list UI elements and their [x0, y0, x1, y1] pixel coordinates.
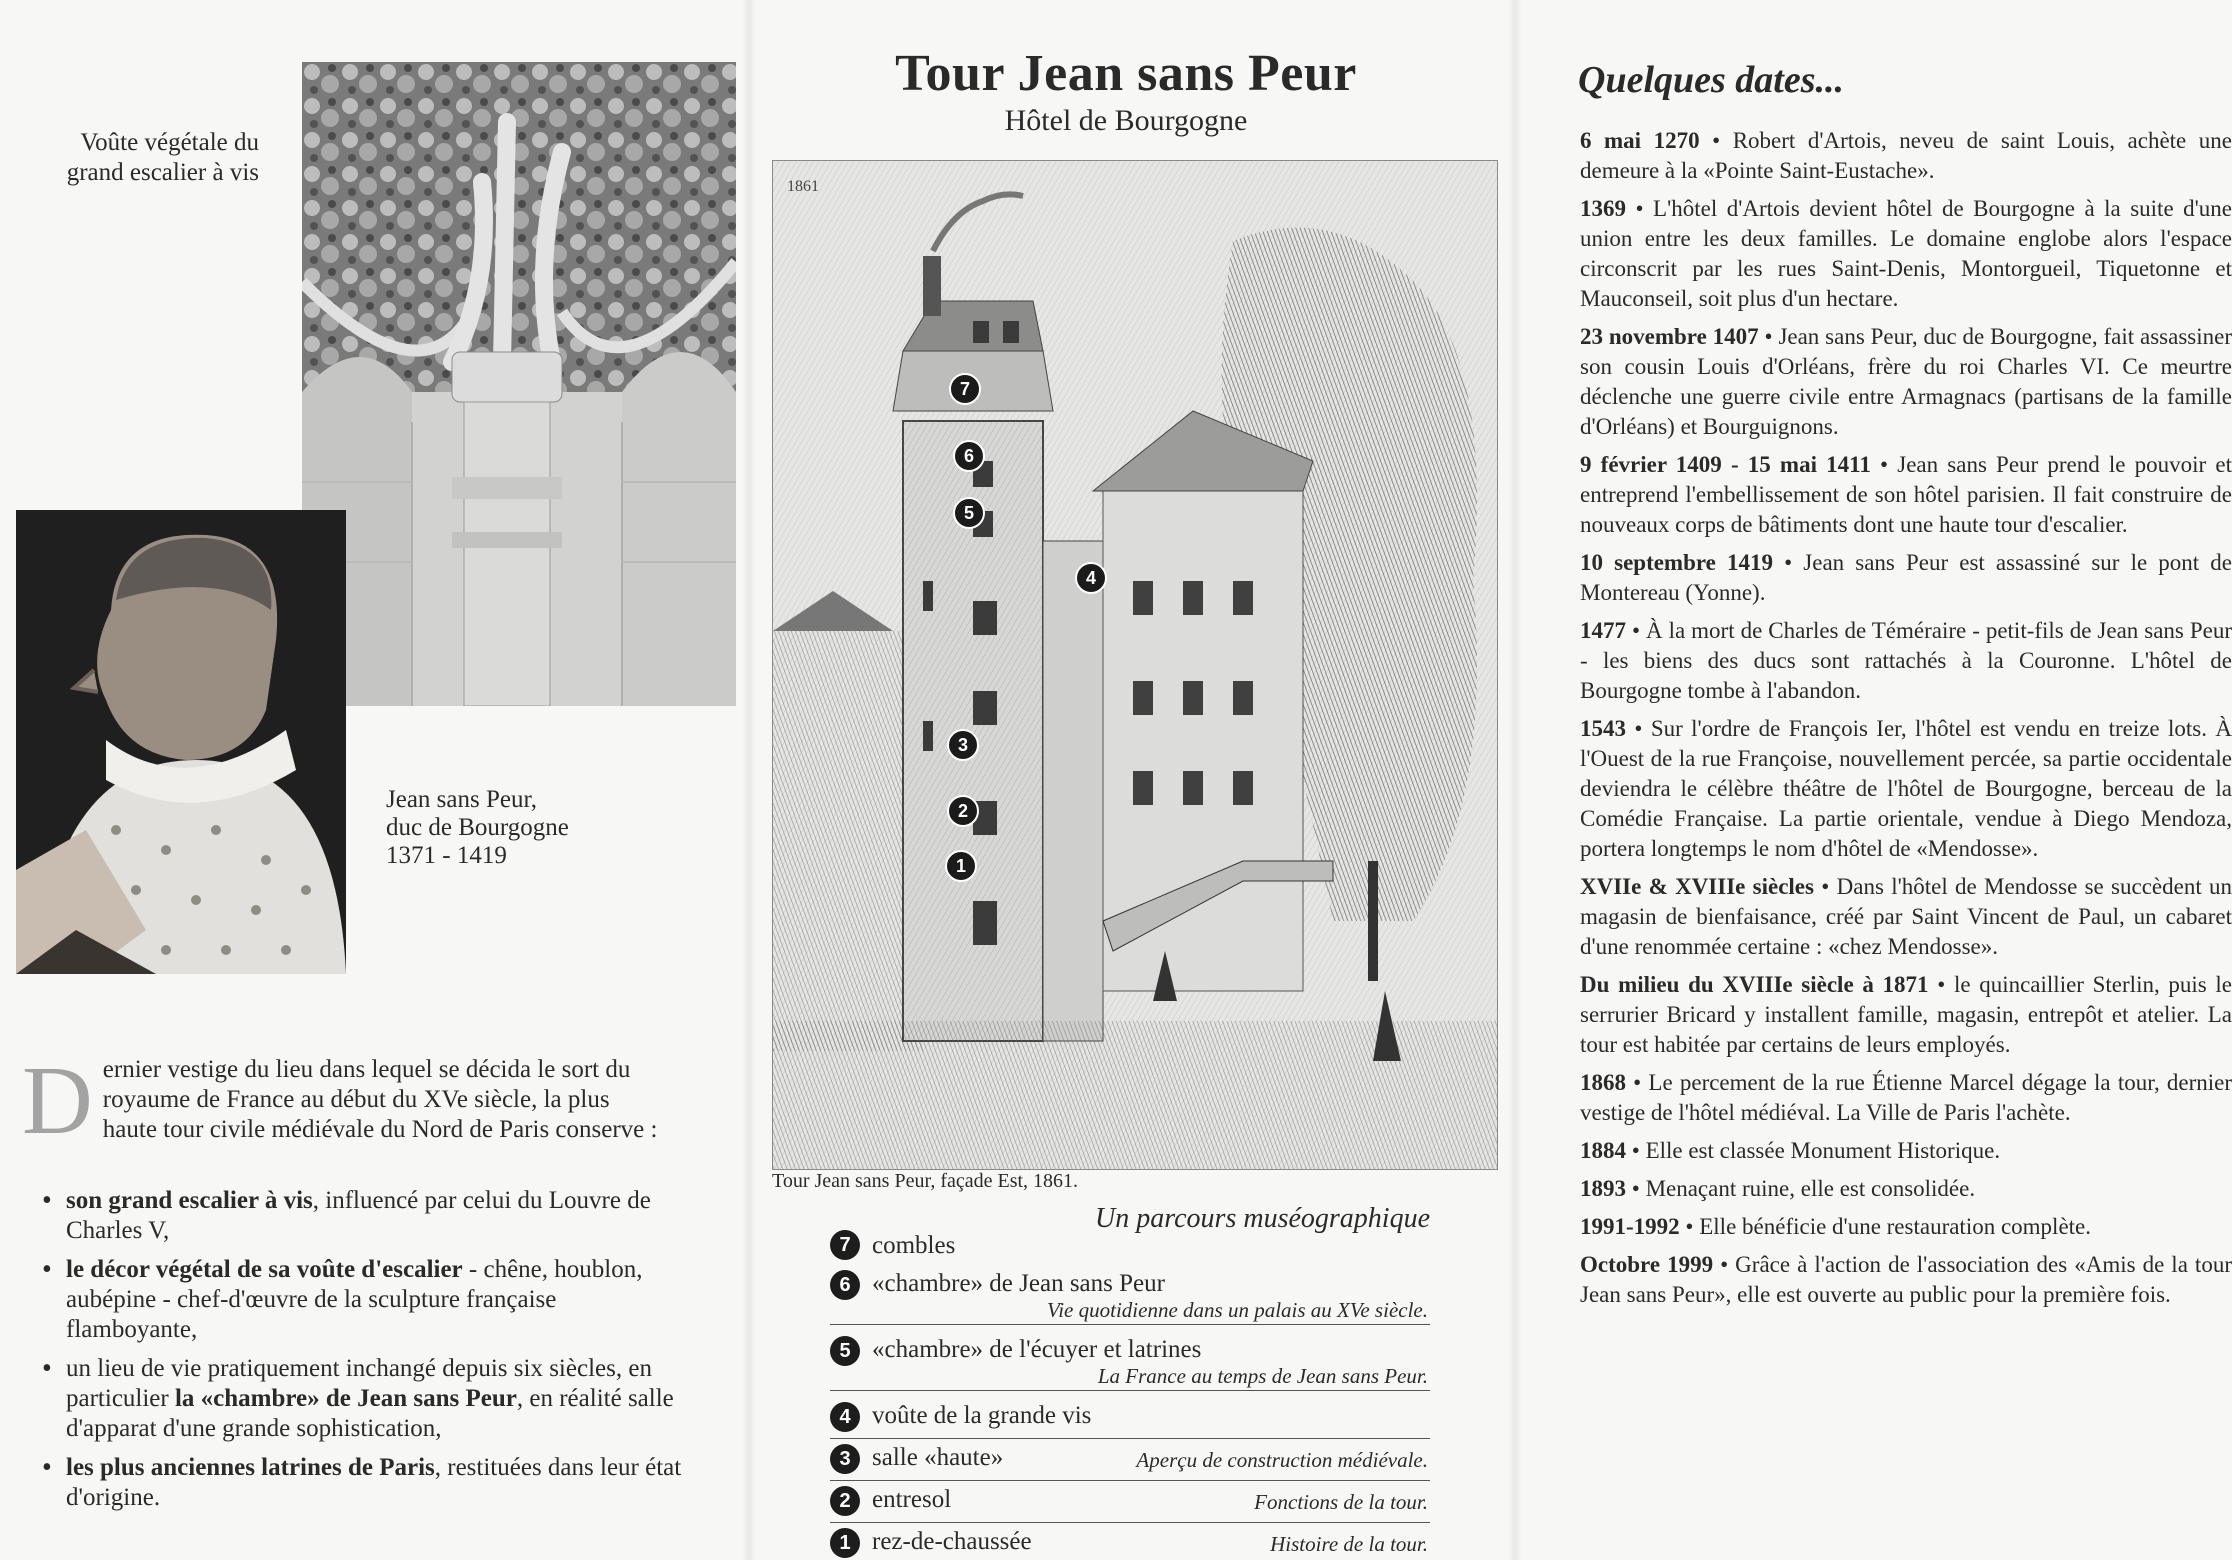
legend-label: entresol — [872, 1486, 952, 1513]
timeline-entry: XVIIe & XVIIIe siècles • Dans l'hôtel de Mendosse se succèdent un magasin de bienfaisance, créé par Saint Vincent de Paul, un cabaret d'une renommée certaine : «chez Mendosse». — [1580, 874, 2232, 959]
engraving-year: 1861 — [787, 178, 819, 195]
marker-5: 5 — [963, 503, 975, 523]
portrait-caption: Jean sans Peur, duc de Bourgogne 1371 - 1419 — [386, 786, 569, 869]
page-title: Tour Jean sans Peur — [895, 45, 1357, 102]
legend-number: 5 — [830, 1336, 860, 1366]
drop-cap: D — [22, 1047, 93, 1155]
list-item: • son grand escalier à vis, influencé par celui du Louvre de Charles V, — [42, 1186, 682, 1246]
portrait-illustration — [16, 510, 346, 974]
legend-number: 7 — [830, 1230, 860, 1260]
marker-1: 1 — [955, 856, 967, 876]
legend-row-4 — [830, 1400, 1430, 1439]
legend-subtitle: Histoire de la tour. — [1270, 1532, 1428, 1556]
intro-text: ernier vestige du lieu dans lequel se décida le sort du royaume de France au début du XVe siècle, la plus haute tour civile médiévale du Nord de Paris conserve : — [102, 1056, 658, 1143]
legend-label: salle «haute» — [872, 1444, 1004, 1471]
timeline-entry: 1369 • L'hôtel d'Artois devient hôtel de Bourgogne à la suite d'une union entre les deux familles. Le domaine englobe alors l'espace circonscrit par les rues Saint-Denis, Montorgueil, Tiquetonne et Mauconseil, soit plus d'un hectare. — [1580, 196, 2232, 311]
list-item: • les plus anciennes latrines de Paris, restituées dans leur état d'origine. — [42, 1453, 682, 1513]
timeline-entry: 1868 • Le percement de la rue Étienne Marcel dégage la tour, dernier vestige de l'hôtel médiéval. La Ville de Paris l'achète. — [1580, 1070, 2232, 1125]
legend-row-3 — [830, 1442, 1430, 1481]
tower-illustration — [773, 161, 1497, 1169]
legend-subtitle: Vie quotidienne dans un palais au XVe siècle. — [1046, 1298, 1428, 1322]
marker-6: 6 — [963, 446, 975, 466]
legend-label: combles — [872, 1232, 956, 1259]
timeline-entry: 1991-1992 • Elle bénéficie d'une restauration complète. — [1580, 1214, 2092, 1239]
dates-title: Quelques dates... — [1578, 59, 1844, 101]
list-item: • un lieu de vie pratiquement inchangé depuis six siècles, en particulier la «chambre» de Jean sans Peur, en réalité salle d'apparat d'une grande sophistication, — [42, 1354, 682, 1444]
list-item: • le décor végétal de sa voûte d'escalier - chêne, houblon, aubépine - chef-d'œuvre de la sculpture française flamboyante, — [42, 1255, 682, 1345]
legend-row-7 — [830, 1228, 1430, 1264]
tower-engraving — [772, 160, 1498, 1170]
engraving-caption: Tour Jean sans Peur, façade Est, 1861. — [772, 1170, 1079, 1192]
legend-number: 2 — [830, 1486, 860, 1516]
legend-subtitle: Aperçu de construction médiévale. — [1136, 1448, 1428, 1472]
legend-label: rez-de-chaussée — [872, 1528, 1032, 1555]
legend-label: «chambre» de l'écuyer et latrines — [872, 1336, 1202, 1363]
timeline-entry: 1893 • Menaçant ruine, elle est consolidée. — [1580, 1176, 1976, 1201]
timeline-entry: 1543 • Sur l'ordre de François Ier, l'hôtel est vendu en treize lots. À l'Ouest de la rue Françoise, nouvellement percée, sa partie occidentale deviendra le célèbre théâtre de l'hôtel de Bourgogne, berceau de la Comédie Française. La partie orientale, vendue à Diego Mendoza, portera longtemps le nom d'hôtel de «Mendosse». — [1580, 716, 2232, 861]
legend-row-6 — [830, 1268, 1430, 1325]
legend-subtitle: La France au temps de Jean sans Peur. — [1097, 1364, 1428, 1388]
vault-caption: Voûte végétale du grand escalier à vis — [66, 129, 259, 186]
legend-number: 1 — [830, 1528, 860, 1558]
timeline-entry: 1477 • À la mort de Charles de Téméraire - petit-fils de Jean sans Peur - les biens des ducs sont rattachés à la Couronne. L'hôtel de Bourgogne tombe à l'abandon. — [1580, 618, 2232, 703]
marker-2: 2 — [957, 801, 969, 821]
timeline-entry: Octobre 1999 • Grâce à l'action de l'association des «Amis de la tour Jean sans Peur», elle est ouverte au public pour la première fois. — [1580, 1252, 2232, 1307]
legend-row-5 — [830, 1334, 1430, 1391]
features-list — [42, 1186, 682, 1522]
legend-number: 3 — [830, 1444, 860, 1474]
intro-paragraph — [22, 1047, 662, 1155]
timeline-entry: 23 novembre 1407 • Jean sans Peur, duc de Bourgogne, fait assassiner son cousin Louis d'Orléans, frère du roi Charles VI. Ce meurtre déclenche une guerre civile entre Armagnacs (partisans de la famille d'Orléans) et Bourguignons. — [1580, 324, 2232, 439]
portrait-photo — [16, 510, 346, 974]
timeline-entry: 9 février 1409 - 15 mai 1411 • Jean sans Peur prend le pouvoir et entreprend l'embellissement de son hôtel parisien. Il fait construire de nouveaux corps de bâtiments dont une haute tour d'escalier. — [1580, 452, 2232, 537]
legend-number: 6 — [830, 1270, 860, 1300]
panel-fold-left — [742, 0, 756, 1560]
timeline-entry: Du milieu du XVIIIe siècle à 1871 • le quincaillier Sterlin, puis le serrurier Bricard y installent famille, magasin, entrepôt et atelier. La tour est habitée par certains de leurs employés. — [1580, 972, 2232, 1057]
panel-fold-right — [1508, 0, 1522, 1560]
legend-label: «chambre» de Jean sans Peur — [872, 1270, 1165, 1297]
parcours-title: Un parcours muséographique — [1095, 1203, 1430, 1234]
legend-number: 4 — [830, 1402, 860, 1432]
page-subtitle: Hôtel de Bourgogne — [1004, 104, 1248, 137]
timeline-entry: 6 mai 1270 • Robert d'Artois, neveu de saint Louis, achète une demeure à la «Pointe Saint-Eustache». — [1580, 128, 2232, 183]
legend-subtitle: Fonctions de la tour. — [1254, 1490, 1428, 1514]
timeline-entry: 10 septembre 1419 • Jean sans Peur est assassiné sur le pont de Montereau (Yonne). — [1580, 550, 2232, 605]
vault-photo — [302, 62, 736, 706]
legend-row-2 — [830, 1484, 1430, 1523]
legend-label: voûte de la grande vis — [872, 1402, 1092, 1429]
timeline — [1580, 126, 2232, 1318]
marker-7: 7 — [959, 379, 971, 399]
vault-illustration — [302, 62, 736, 706]
legend-row-1 — [830, 1526, 1430, 1560]
timeline-entry: 1884 • Elle est classée Monument Historique. — [1580, 1138, 2001, 1163]
marker-4: 4 — [1085, 568, 1097, 588]
marker-3: 3 — [957, 735, 969, 755]
